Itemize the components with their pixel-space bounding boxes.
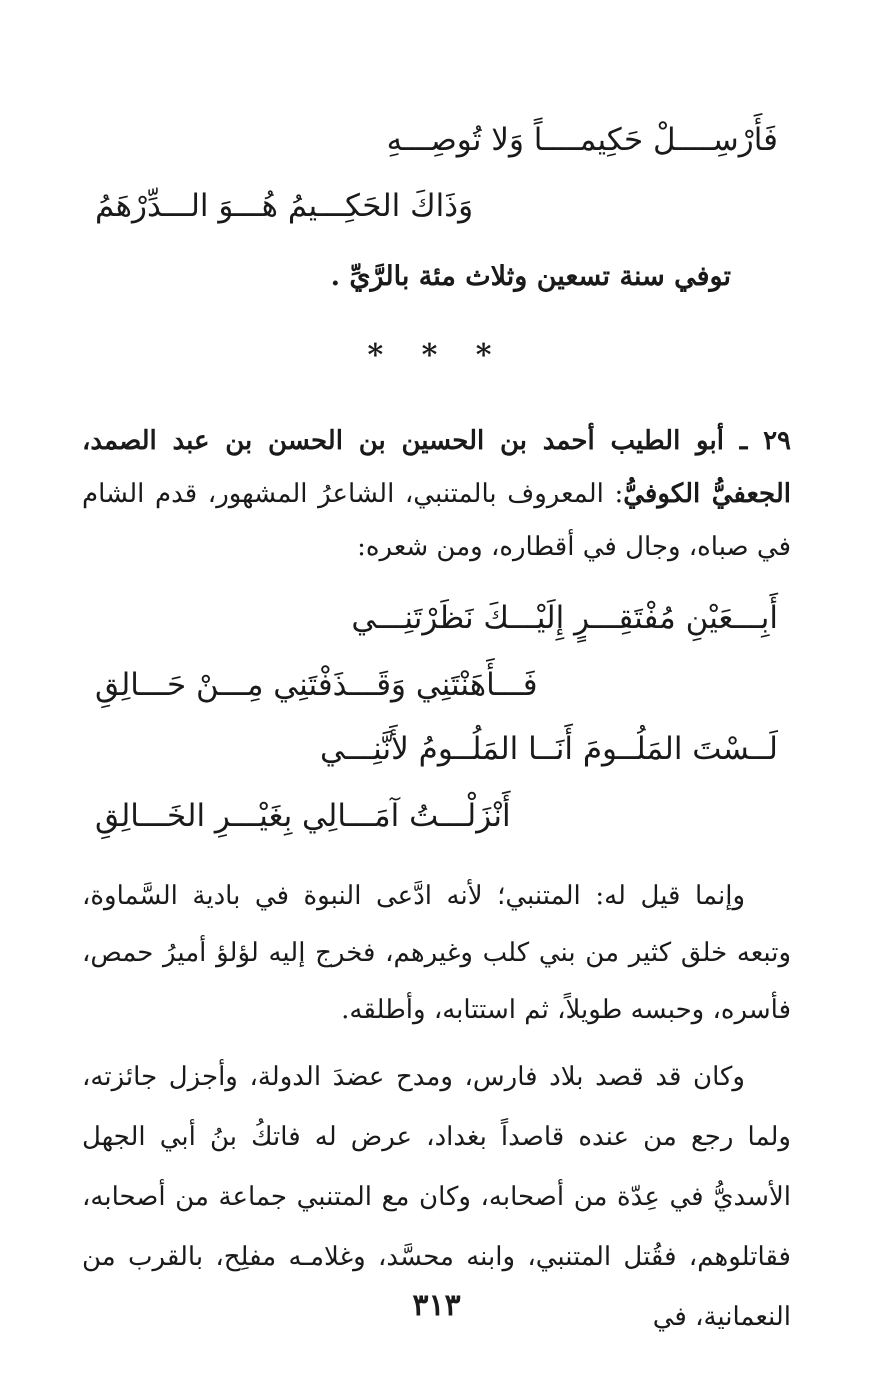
- verse-entry-line-2: فَـــأَهَنْتَنِي وَقَـــذَفْتَنِي مِـــنْ حَـــالِقِ: [95, 667, 538, 703]
- verse-top-line-1: فَأَرْسِــــلْ حَكِيمــــاً وَلا تُوصِـــهِ: [386, 122, 778, 158]
- entry-body: : المعروف بالمتنبي، الشاعرُ المشهور، قدم الشام في صباه، وجال في أقطاره، ومن شعره:: [82, 479, 791, 562]
- paragraph-persia-visit: وكان قد قصد بلاد فارس، ومدح عضدَ الدولة، وأجزل جائزته، ولما رجع من عنده قاصداً بغداد، عرض له فاتكُ بنُ أبي الجهل الأسديُّ في عِدّة من أصحابه، وكان مع المتنبي جماعة من أصحابه، فقاتلوهم، فقُتل المتنبي، وابنه محسَّد، وغلامـه مفلِح، بالقرب من النعمانية، في: [82, 1062, 791, 1332]
- entry-heading: ٢٩ ـ أبو الطيب أحمد بن الحسين بن الحسن بن عبد الصمد، الجعفيُّ الكوفيُّ: [82, 426, 791, 509]
- verse-entry-line-4: أَنْزَلْـــتُ آمَـــالِي بِغَيْـــرِ الخَـــالِقِ: [95, 798, 511, 834]
- verse-entry-line-3: لَــسْتَ المَلُــومَ أَنَــا المَلُــومُ لأَنَّنِـــي: [320, 731, 778, 767]
- death-note: توفي سنة تسعين وثلاث مئة بالرَّيِّ .: [330, 261, 731, 292]
- verse-entry-line-1: أَبِـــعَيْنِ مُفْتَقِـــرٍ إِلَيْـــكَ نَظَرْتَنِـــي: [351, 600, 778, 636]
- paragraph-why-called: وإنما قيل له: المتنبي؛ لأنه ادَّعى النبوة في بادية السَّماوة، وتبعه خلق كثير من بني كلب وغيرهم، فخرج إليه لؤلؤ أميرُ حمص، فأسره، وحبسه طويلاً، ثم استتابه، وأطلقه.: [82, 881, 791, 1025]
- page-number: ٣١٣: [412, 1288, 461, 1323]
- entry-paragraph: [82, 415, 791, 574]
- verse-top-line-2: وَذَاكَ الحَكِـــيمُ هُـــوَ الـــدِّرْهَمُ: [95, 188, 474, 224]
- section-separator: * * *: [367, 338, 506, 373]
